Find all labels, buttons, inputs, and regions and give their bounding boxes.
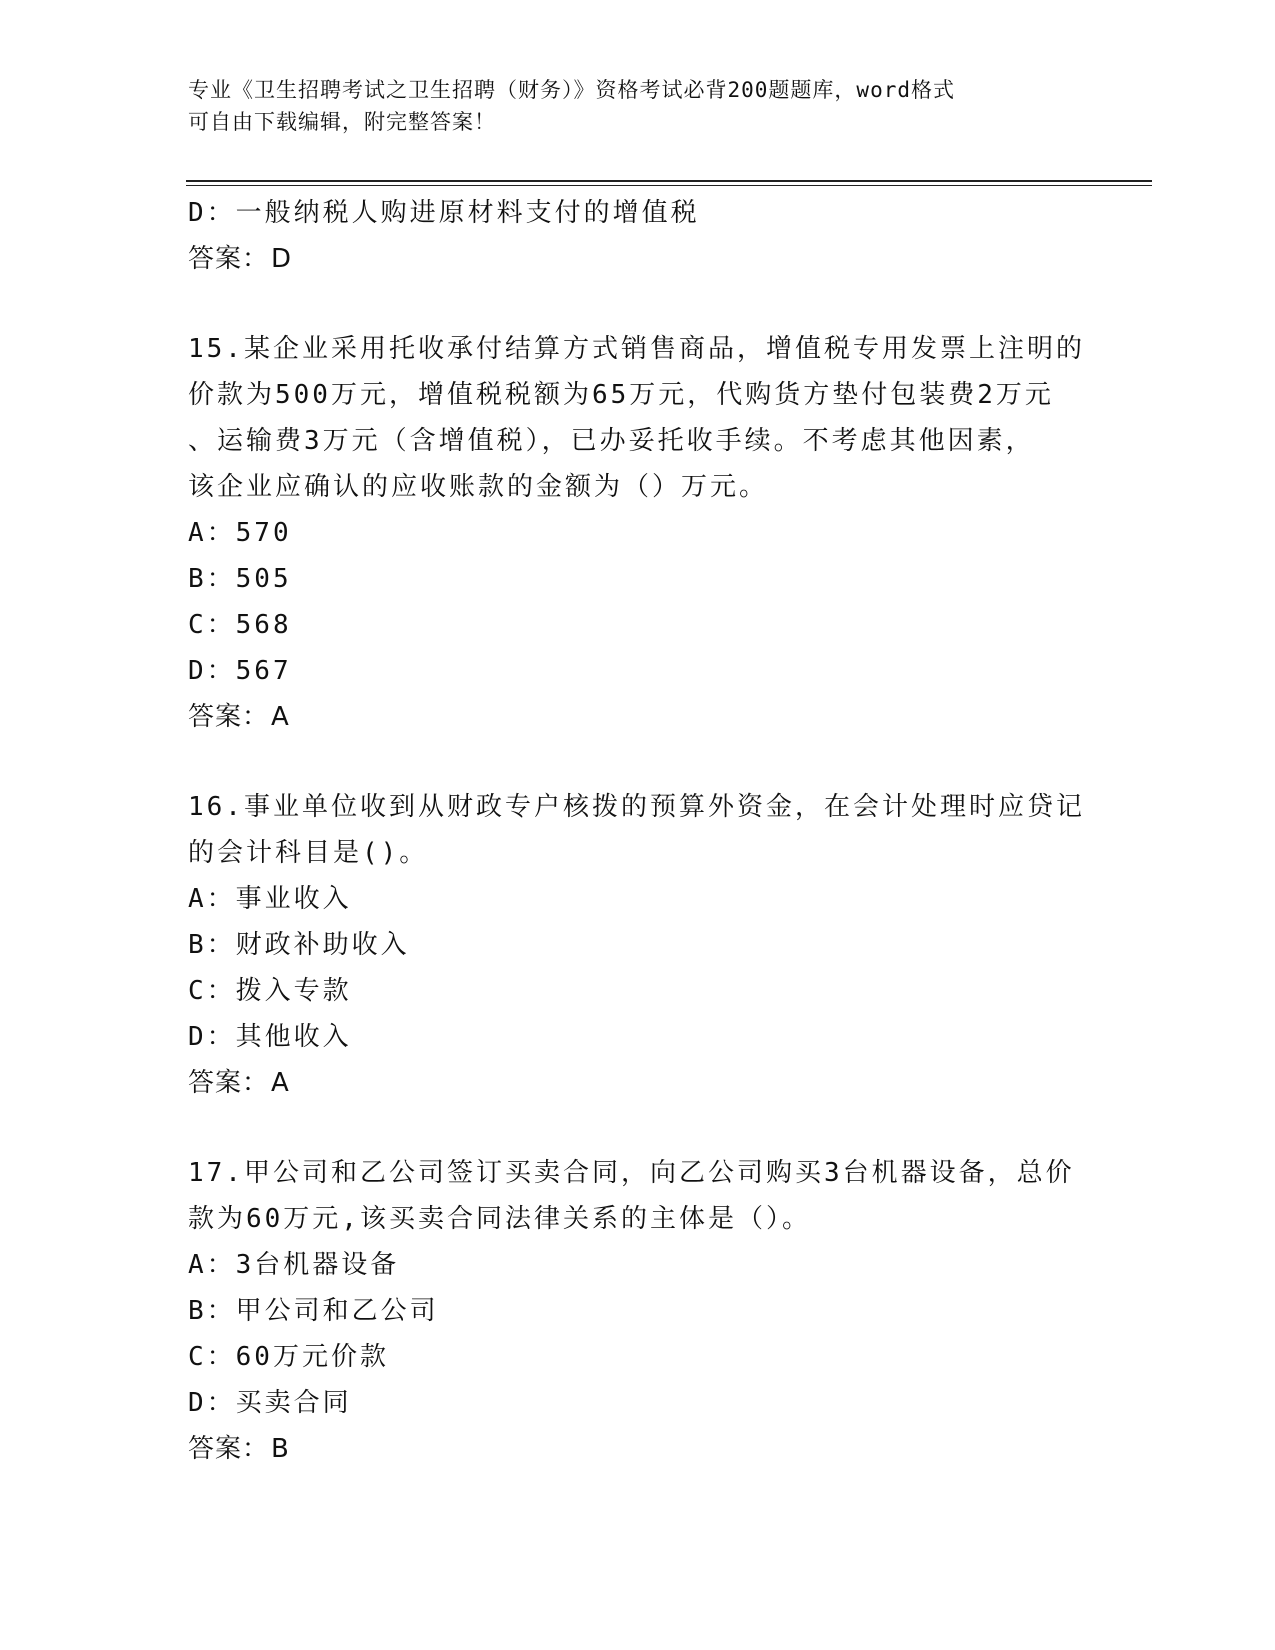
answer-value: D: [271, 244, 293, 274]
option-c: C：60万元价款: [188, 1342, 389, 1372]
question-16: [188, 784, 1088, 1106]
option-d: D：其他收入: [188, 1022, 352, 1052]
option-c: C：拨入专款: [188, 976, 352, 1006]
answer-line: [188, 1426, 1088, 1472]
question-15: [188, 326, 1088, 740]
question-stem-line: 、运输费3万元（含增值税），已办妥托收手续。不考虑其他因素，: [188, 426, 1035, 456]
question-stem-line: 款为60万元,该买卖合同法律关系的主体是（）。: [188, 1204, 811, 1234]
answer-line: [188, 1060, 1088, 1106]
answer-value: A: [271, 702, 290, 732]
answer-label: 答案：: [188, 244, 270, 274]
document-body: [188, 190, 1088, 1472]
option-b: B：505: [188, 564, 292, 594]
question-stem-line: 的会计科目是()。: [188, 838, 429, 868]
header-line-2: 可自由下载编辑，附完整答案！: [188, 110, 496, 134]
answer-line: [188, 236, 1088, 282]
option-b: B：甲公司和乙公司: [188, 1296, 439, 1326]
answer-line: [188, 694, 1088, 740]
option-a: A：3台机器设备: [188, 1250, 400, 1280]
header-divider-thin: [186, 185, 1152, 186]
option-d: D：一般纳税人购进原材料支付的增值税: [188, 198, 700, 228]
answer-label: 答案：: [188, 702, 270, 732]
prev-question-tail: [188, 190, 1088, 282]
answer-value: A: [271, 1068, 290, 1098]
answer-label: 答案：: [188, 1068, 270, 1098]
header-divider: [186, 180, 1152, 182]
answer-label: 答案：: [188, 1434, 270, 1464]
answer-value: B: [271, 1434, 290, 1464]
question-stem-line: 16.事业单位收到从财政专户核拨的预算外资金，在会计处理时应贷记: [188, 792, 1085, 822]
question-stem-line: 17.甲公司和乙公司签订买卖合同，向乙公司购买3台机器设备，总价: [188, 1158, 1075, 1188]
header-line-1: 专业《卫生招聘考试之卫生招聘（财务）》资格考试必背200题题库，word格式: [188, 78, 955, 102]
question-17: [188, 1150, 1088, 1472]
question-stem-line: 15.某企业采用托收承付结算方式销售商品，增值税专用发票上注明的: [188, 334, 1085, 364]
option-b: B：财政补助收入: [188, 930, 410, 960]
option-a: A：570: [188, 518, 292, 548]
question-stem-line: 价款为500万元，增值税税额为65万元，代购货方垫付包装费2万元: [188, 380, 1054, 410]
option-a: A：事业收入: [188, 884, 352, 914]
page-header: [188, 74, 1068, 138]
option-d: D：567: [188, 656, 292, 686]
question-stem-line: 该企业应确认的应收账款的金额为（）万元。: [188, 472, 769, 502]
option-d: D：买卖合同: [188, 1388, 352, 1418]
option-c: C：568: [188, 610, 292, 640]
